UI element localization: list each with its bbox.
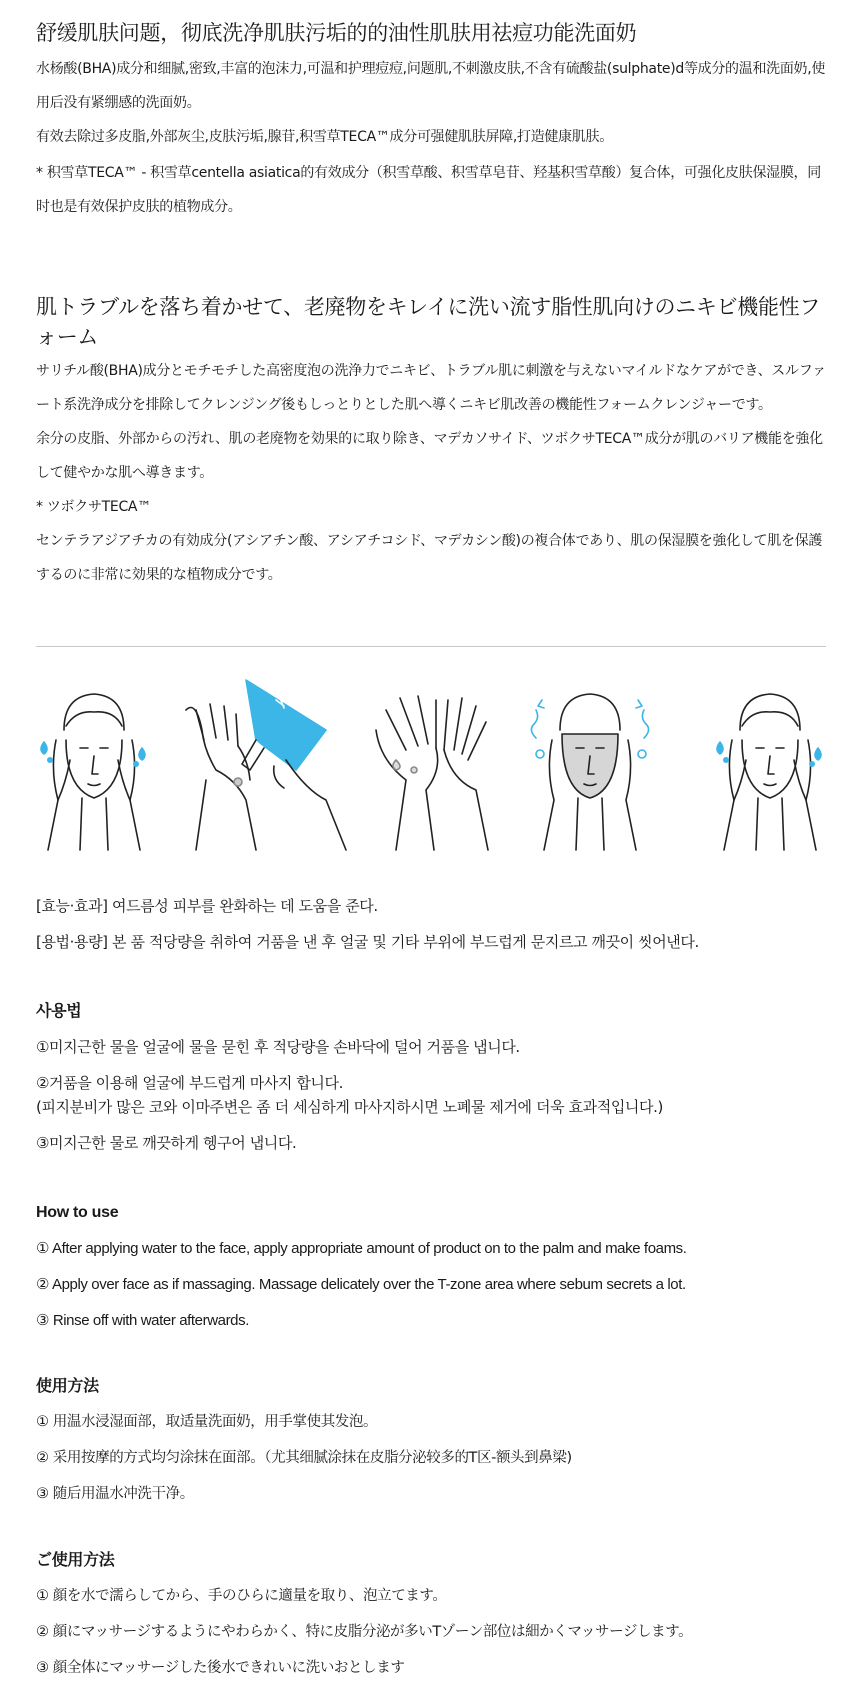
- face-rinse-icon: [712, 670, 824, 860]
- chinese-step-3: ③ 随后用温水冲洗干净。: [36, 1486, 194, 1502]
- korean-step-1: ①미지근한 물을 얼굴에 물을 묻힌 후 적당량을 손바닥에 덜어 거품을 냅니다.: [36, 1038, 520, 1056]
- chinese-step-2: ② 采用按摩的方式均匀涂抹在面部。（尤其细腻涂抹在皮脂分泌较多的T区-额头到鼻梁): [36, 1450, 572, 1466]
- usage-illustration: [36, 670, 826, 860]
- chinese-note: * 积雪草TECA™ - 积雪草centella asiatica的有效成分（积雪草酸、积雪草皂苷、羟基积雪草酸）复合体，可强化皮肤保湿膜，同时也是有效保护皮肤的植物成分。: [36, 165, 821, 215]
- japanese-note: センテラアジアチカの有効成分(アシアチン酸、アシアチコシド、マデカシン酸)の複合体であり、肌の保湿膜を強化して肌を保護するのに非常に効果的な植物成分です。: [36, 533, 823, 583]
- korean-efficacy-usage: [36, 888, 826, 960]
- how-to-title-english: How to use: [36, 1204, 119, 1221]
- usage-text: [용법·용량] 본 품 적당량을 취하여 거품을 낸 후 얼굴 및 기타 부위에 부드럽게 문지르고 깨끗이 씻어낸다.: [36, 933, 699, 951]
- chinese-paragraph-1: 水杨酸(BHA)成分和细腻,密致,丰富的泡沫力,可温和护理痘痘,问题肌,不刺激皮肤,不含有硫酸盐(sulphate)d等成分的温和洗面奶,使用后没有紧绷感的洗面奶。: [36, 61, 826, 111]
- japanese-paragraph-1: サリチル酸(BHA)成分とモチモチした高密度泡の洗浄力でニキビ、トラブル肌に刺激を与えないマイルドなケアができ、スルファート系洗浄成分を排除してクレンジング後もしっとりとした肌へ導くニキビ肌改善の機能性フォームクレンジャーです。: [36, 363, 826, 413]
- korean-step-2: [36, 1071, 826, 1119]
- how-to-use-japanese: [36, 1548, 826, 1692]
- japanese-paragraph-2: 余分の皮脂、外部からの汚れ、肌の老廃物を効果的に取り除き、マデカソサイド、ツボクサTECA™成分が肌のバリア機能を強化して健やかな肌へ導きます。: [36, 431, 823, 481]
- korean-step-3: ③미지근한 물로 깨끗하게 헹구어 냅니다.: [36, 1134, 297, 1152]
- japanese-step-3: ③ 顔全体にマッサージした後水できれいに洗いおとします: [36, 1660, 405, 1676]
- chinese-step-1: ① 用温水浸湿面部，取适量洗面奶，用手掌使其发泡。: [36, 1414, 378, 1430]
- how-to-use-english: [36, 1201, 826, 1345]
- japanese-note-title: * ツボクサTECA™: [36, 499, 151, 515]
- section-divider: [36, 646, 826, 647]
- chinese-paragraph-2: 有效去除过多皮脂,外部灰尘,皮肤污垢,腺苷,积雪草TECA™成分可强健肌肤屏障,打造健康肌肤。: [36, 129, 613, 145]
- how-to-title-chinese: 使用方法: [36, 1376, 99, 1395]
- japanese-step-2: ② 顔にマッサージするようにやわらかく、特に皮脂分泌が多いTゾーン部位は細かくマッサージします。: [36, 1624, 693, 1640]
- japanese-heading: 肌トラブルを落ち着かせて、老廃物をキレイに洗い流す脂性肌向けのニキビ機能性フォーム: [36, 295, 821, 349]
- japanese-description: [36, 292, 826, 592]
- english-step-1: ① After applying water to the face, apply appropriate amount of product on to the palm and make foams.: [36, 1240, 687, 1257]
- how-to-use-korean: [36, 999, 826, 1167]
- korean-step-2-main: ②거품을 이용해 얼굴에 부드럽게 마사지 합니다.: [36, 1074, 343, 1092]
- english-step-2: ② Apply over face as if massaging. Massage delicately over the T-zone area where sebum secrets a lot.: [36, 1276, 686, 1293]
- korean-step-2-note: (피지분비가 많은 코와 이마주변은 좀 더 세심하게 마사지하시면 노폐물 제거에 더욱 효과적입니다.): [36, 1098, 663, 1116]
- tube-squeeze-icon: [176, 670, 356, 860]
- chinese-description: [36, 18, 826, 224]
- how-to-title-korean: 사용법: [36, 1001, 82, 1020]
- chinese-heading: 舒缓肌肤问题，彻底洗净肌肤污垢的的油性肌肤用祛痘功能洗面奶: [36, 21, 637, 45]
- face-wash-water-icon: [36, 670, 148, 860]
- japanese-step-1: ① 顔を水で濡らしてから、手のひらに適量を取り、泡立てます。: [36, 1588, 447, 1604]
- english-step-3: ③ Rinse off with water afterwards.: [36, 1312, 249, 1329]
- how-to-use-chinese: [36, 1374, 826, 1518]
- face-massage-icon: [526, 670, 656, 860]
- lather-hands-icon: [356, 670, 496, 860]
- how-to-title-japanese: ご使用方法: [36, 1550, 115, 1569]
- efficacy-text: [효능·효과] 여드름성 피부를 완화하는 데 도움을 준다.: [36, 897, 378, 915]
